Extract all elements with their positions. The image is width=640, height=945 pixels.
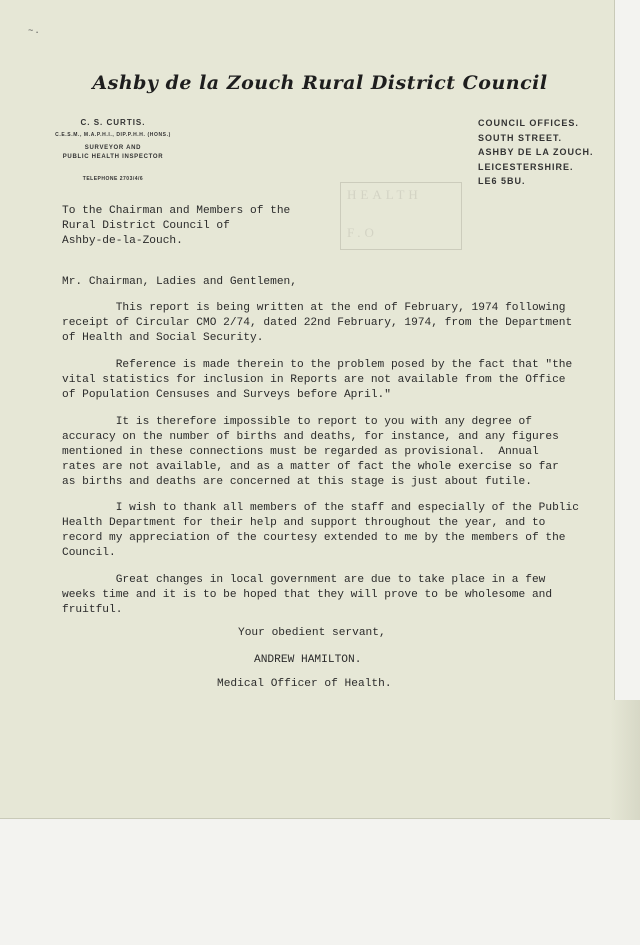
recipient-line: Ashby-de-la-Zouch. (62, 235, 183, 247)
body-line: This report is being written at the end of February, 1974 following (62, 302, 566, 314)
stamp-text: HEALTH (347, 187, 422, 202)
officer-name: C. S. CURTIS. (80, 118, 146, 127)
salutation: Mr. Chairman, Ladies and Gentlemen, (62, 276, 297, 288)
body-line: accuracy on the number of births and deaths, for instance, and any figures (62, 431, 559, 443)
body-line: Health Department for their help and support throughout the year, and to (62, 517, 546, 529)
body-line: record my appreciation of the courtesy extended to me by the members of the (62, 532, 566, 544)
body-line: It is therefore impossible to report to you with any degree of (62, 416, 532, 428)
body-line: receipt of Circular CMO 2/74, dated 22nd February, 1974, from the Department (62, 317, 573, 329)
body-line: weeks time and it is to be hoped that they will prove to be wholesome and (62, 589, 553, 601)
body-line: I wish to thank all members of the staff and especially of the Public (62, 502, 579, 514)
faded-received-stamp (340, 182, 462, 250)
recipient-line: To the Chairman and Members of the (62, 205, 291, 217)
body-line: rates are not available, and as a matter of fact the whole exercise so far (62, 461, 559, 473)
council-address (478, 116, 594, 189)
valediction: Your obedient servant, (238, 627, 386, 639)
signatory-title: Medical Officer of Health. (217, 678, 392, 690)
body-line: as births and deaths are concerned at this stage is just about futile. (62, 476, 532, 488)
fold-mark: ~. (28, 26, 41, 36)
address-line: LE6 5BU. (478, 176, 526, 186)
body-line: vital statistics for inclusion in Reports are not available from the Office (62, 374, 566, 386)
body-line: of Population Censuses and Surveys before April." (62, 389, 391, 401)
officer-qualifications: C.E.S.M., M.A.P.H.I., DIP.P.H.H. (HONS.) (55, 132, 171, 138)
body-line: mentioned in these connections must be regarded as provisional. Annual (62, 446, 539, 458)
officer-role-2: PUBLIC HEALTH INSPECTOR (62, 154, 164, 160)
signatory-name: ANDREW HAMILTON. (254, 654, 362, 666)
body-line: Great changes in local government are due to take place in a few (62, 574, 546, 586)
council-letterhead-title: Ashby de la Zouch Rural District Council (92, 72, 548, 94)
address-line: LEICESTERSHIRE. (478, 161, 574, 172)
body-line: of Health and Social Security. (62, 332, 264, 344)
page-edge-shadow (610, 700, 640, 820)
officer-role-1: SURVEYOR AND (84, 145, 142, 151)
address-line: SOUTH STREET. (478, 132, 563, 143)
stamp-text: F.O (347, 225, 378, 240)
telephone-number: TELEPHONE 2703/4/6 (82, 176, 144, 182)
body-line: fruitful. (62, 604, 123, 616)
body-line: Council. (62, 547, 116, 559)
recipient-line: Rural District Council of (62, 220, 230, 232)
address-line: COUNCIL OFFICES. (478, 118, 579, 128)
body-line: Reference is made therein to the problem posed by the fact that "the (62, 359, 573, 371)
officer-details (38, 118, 188, 182)
address-line: ASHBY DE LA ZOUCH. (478, 147, 594, 157)
